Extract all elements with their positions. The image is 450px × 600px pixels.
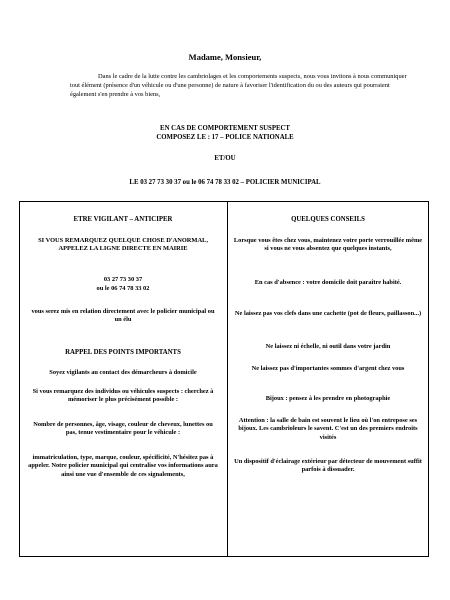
left-relation-text: vous serez mis en relation directement avec le policier municipal ou un élu <box>31 308 215 324</box>
advice-lighting: Un dispositif d'éclairage extérieur par détecteur de mouvement suffit parfois à dissuader. <box>234 458 422 474</box>
greeting: Madame, Monsieur, <box>188 52 262 62</box>
left-vehicle-text: immatriculation, type, marque, couleur, spécificité, N'hésitez pas à appeler. Notre policier municipal qui centralise vos informations aura ainsi une vue d'ensemble de ces signalements, <box>28 454 218 478</box>
left-vigilance-text: Soyez vigilants au contact des démarcheurs à domicile <box>49 369 197 376</box>
intro-paragraph: Dans le cadre de la lutte contre les cambriolages et les comportements suspects, nous vous invitons à nous communiquer tout élément (présence d'un véhicule ou d'une personne) de nature à favoriser l'identification du ou des auteurs qui pourraient également s'en prendre à vos biens, <box>70 73 407 98</box>
advice-jewels: Bijoux : pensez à les prendre en photographie <box>265 395 391 402</box>
advice-money: Ne laissez pas d'importantes sommes d'argent chez vous <box>251 365 405 372</box>
advice-door: Lorsque vous êtes chez vous, maintenez votre porte verrouillée même si vous ne vous absentez que quelques instants, <box>233 237 423 253</box>
advice-absence: En cas d'absence : votre domicile doit paraître habité. <box>254 279 402 286</box>
left-suspects-text: Si vous remarquez des individus ou véhicules suspects : cherchez à mémoriser le plus précisément possible : <box>32 388 214 404</box>
advice-keys: Ne laissez pas vos clefs dans une cachette (pot de fleurs, paillasson...) <box>234 310 422 317</box>
right-heading: QUELQUES CONSEILS <box>291 216 365 223</box>
column-divider <box>227 202 228 556</box>
warning-line-2: COMPOSEZ LE : 17 – POLICE NATIONALE <box>156 134 294 141</box>
warning-line-1: EN CAS DE COMPORTEMENT SUSPECT <box>160 125 290 132</box>
advice-ladder: Ne laissez ni échelle, ni outil dans votre jardin <box>265 343 391 350</box>
advice-table <box>19 201 429 557</box>
warning-line-3: ET/OU <box>214 155 236 162</box>
left-phone-1: 03 27 73 30 37 <box>103 276 143 283</box>
left-heading-2: RAPPEL DES POINTS IMPORTANTS <box>65 349 181 356</box>
warning-line-4: LE 03 27 73 30 37 ou le 06 74 78 33 02 – POLICIER MUNICIPAL <box>129 179 321 186</box>
advice-bathroom: Attention : la salle de bain est souvent le lieu où l'on entrepose ses bijoux. Les cambrioleurs le savent. C'est un des premiers endroits visités <box>238 417 418 441</box>
left-phone-2: ou le 06 74 78 33 02 <box>96 285 150 292</box>
left-description-text: Nombre de personnes, âge, visage, couleur de cheveux, lunettes ou pas, tenue vestimentaire pour le véhicule : <box>33 421 213 437</box>
left-heading: ETRE VIGILANT – ANTICIPER <box>73 216 173 223</box>
left-call-text: SI VOUS REMARQUEZ QUELQUE CHOSE D'ANORMAL, APPELEZ LA LIGNE DIRECTE EN MAIRIE <box>38 237 208 253</box>
